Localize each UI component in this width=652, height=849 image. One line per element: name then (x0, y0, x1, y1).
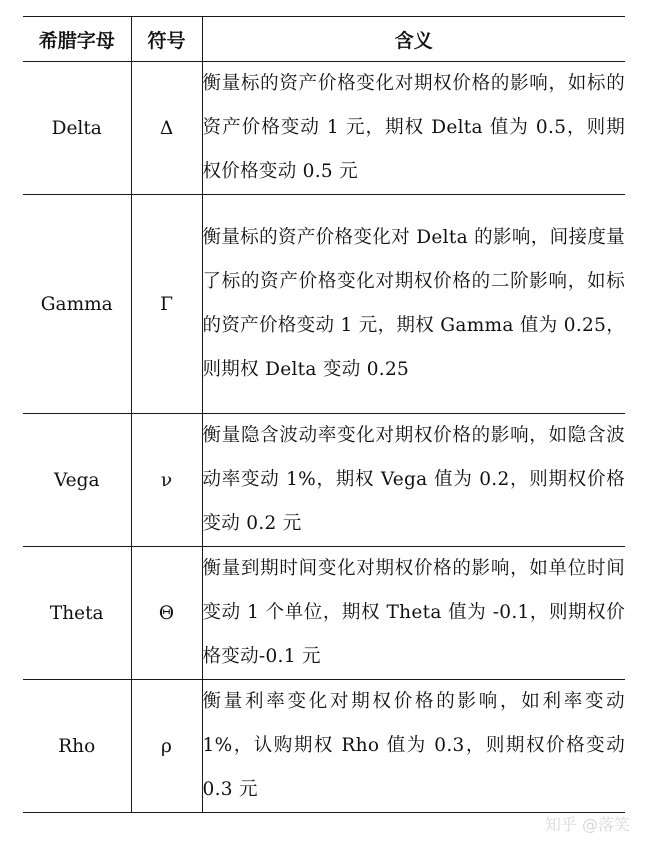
header-meaning: 含义 (202, 17, 625, 62)
greek-meaning: 衡量利率变化对期权价格的影响，如利率变动 1%，认购期权 Rho 值为 0.3，则期权价格变动 0.3 元 (202, 680, 625, 813)
table-row (23, 680, 625, 813)
table-row (23, 414, 625, 547)
greek-symbol: ρ (131, 680, 202, 813)
watermark: 知乎 @落笑 (544, 815, 630, 834)
greeks-table (23, 16, 625, 813)
greek-name: Gamma (23, 195, 131, 414)
greek-symbol: Δ (131, 62, 202, 195)
greek-meaning: 衡量标的资产价格变化对期权价格的影响，如标的资产价格变动 1 元，期权 Delta 值为 0.5，则期权价格变动 0.5 元 (202, 62, 625, 195)
header-symbol: 符号 (131, 17, 202, 62)
table-row (23, 62, 625, 195)
greek-meaning: 衡量到期时间变化对期权价格的影响，如单位时间变动 1 个单位，期权 Theta 值为 -0.1，则期权价格变动-0.1 元 (202, 547, 625, 680)
greek-meaning: 衡量标的资产价格变化对 Delta 的影响，间接度量了标的资产价格变化对期权价格的二阶影响，如标的资产价格变动 1 元，期权 Gamma 值为 0.25，则期权 Delta 变动 0.25 (202, 195, 625, 414)
greek-symbol: ν (131, 414, 202, 547)
greek-name: Vega (23, 414, 131, 547)
greek-name: Theta (23, 547, 131, 680)
greek-name: Rho (23, 680, 131, 813)
table-row (23, 195, 625, 414)
table-row (23, 547, 625, 680)
table-header-row (23, 17, 625, 62)
greek-symbol: Θ (131, 547, 202, 680)
greek-symbol: Γ (131, 195, 202, 414)
greek-meaning: 衡量隐含波动率变化对期权价格的影响，如隐含波动率变动 1%，期权 Vega 值为 0.2，则期权价格变动 0.2 元 (202, 414, 625, 547)
header-greek-letter: 希腊字母 (23, 17, 131, 62)
greek-name: Delta (23, 62, 131, 195)
